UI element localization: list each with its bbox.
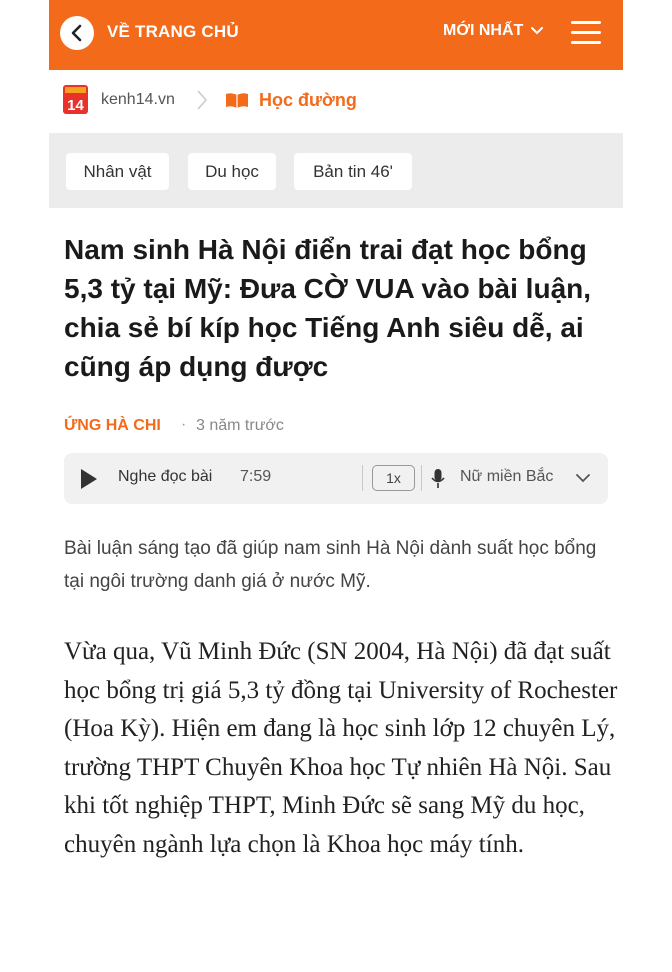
tag-du-hoc[interactable]: Du học [188,153,276,190]
article-sapo: Bài luận sáng tạo đã giúp nam sinh Hà Nội dành suất học bổng tại ngôi trường danh giá ở nước Mỹ. [64,538,597,592]
chevron-right-icon [195,88,209,112]
voice-select[interactable]: Nữ miền Bắc [460,468,554,485]
chevron-down-icon[interactable] [576,473,590,483]
site-link[interactable]: kenh14.vn [101,91,175,108]
divider [421,465,422,491]
article-page [49,0,623,972]
logo-text: 14 [67,97,84,114]
hamburger-menu-icon[interactable] [571,21,601,45]
latest-label: MỚI NHẤT [443,22,524,39]
kenh14-logo[interactable] [63,85,88,114]
microphone-icon [431,468,445,490]
chevron-down-icon [531,27,543,35]
meta-separator: · [181,416,187,433]
divider [362,465,363,491]
play-icon[interactable] [80,468,98,490]
audio-duration: 7:59 [240,468,272,485]
top-navigation-bar [49,0,623,70]
book-icon [225,91,249,109]
author-link[interactable]: ỨNG HÀ CHI [64,417,161,434]
home-link[interactable]: VỀ TRANG CHỦ [107,22,239,41]
article-title: Nam sinh Hà Nội điển trai đạt học bổng 5,3 tỷ tại Mỹ: Đưa CỜ VUA vào bài luận, chia sẻ bí kíp học Tiếng Anh siêu dễ, ai cũng áp dụng được [64,234,592,382]
tag-nhan-vat[interactable]: Nhân vật [66,153,169,190]
chevron-left-icon [70,24,84,42]
article-body-paragraph: Vừa qua, Vũ Minh Đức (SN 2004, Hà Nội) đã đạt suất học bổng trị giá 5,3 tỷ đồng tại University of Rochester (Hoa Kỳ). Hiện em đang là học sinh lớp 12 chuyên Lý, trường THPT Chuyên Khoa học Tự nhiên Hà Nội. Sau khi tốt nghiệp THPT, Minh Đức sẽ sang Mỹ du học, chuyên ngành lựa chọn là Khoa học máy tính. [64,638,618,858]
audio-player [64,453,608,504]
playback-speed-button[interactable]: 1x [372,465,415,491]
latest-news-dropdown[interactable] [443,22,543,40]
tag-ban-tin[interactable]: Bản tin 46' [294,153,412,190]
publish-time: 3 năm trước [196,417,284,434]
back-button[interactable] [60,16,94,50]
listen-label[interactable]: Nghe đọc bài [118,468,213,485]
section-link[interactable]: Học đường [259,90,357,110]
